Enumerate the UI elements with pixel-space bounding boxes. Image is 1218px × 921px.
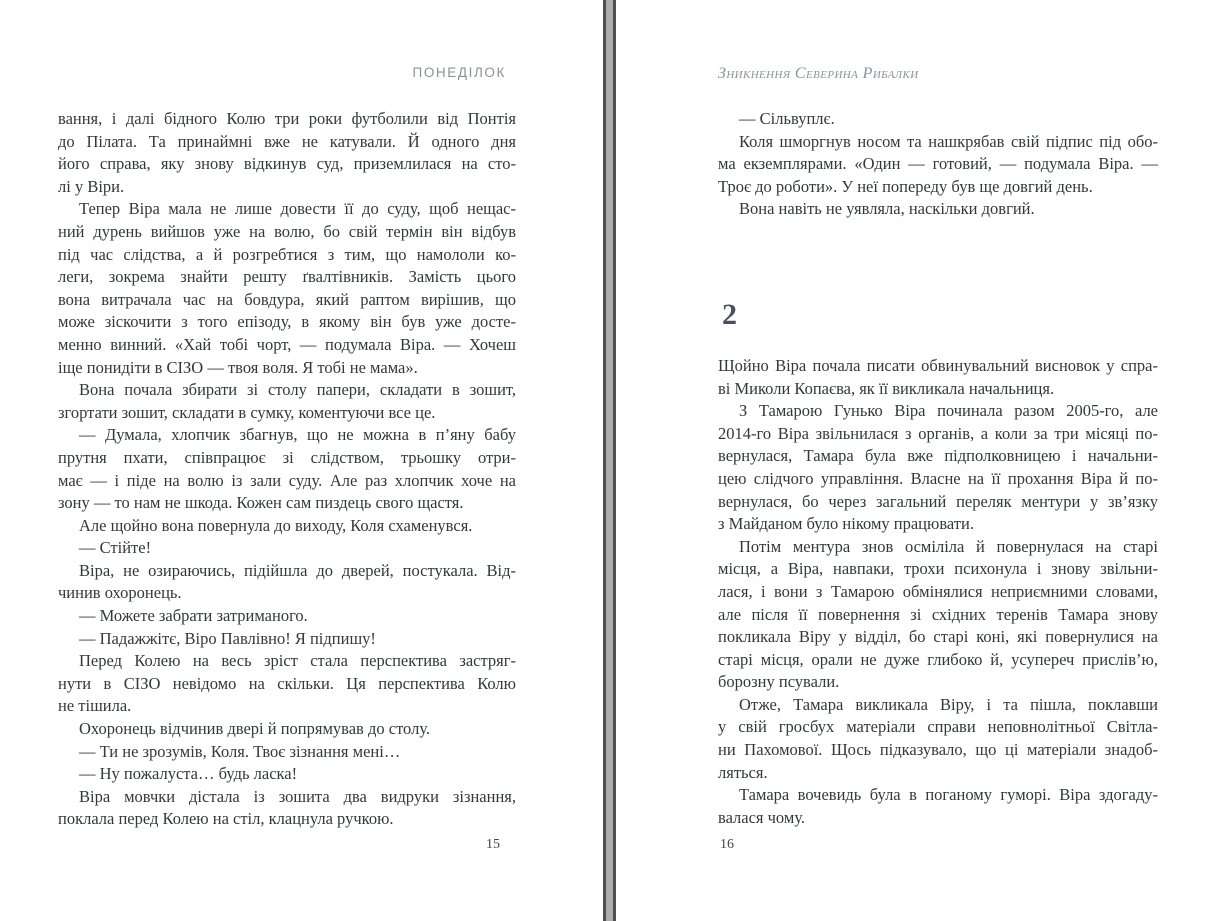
- pre-chapter-text: [718, 108, 1158, 221]
- paragraph: [718, 355, 1158, 400]
- left-page-number: 15: [486, 837, 500, 852]
- text-line: ний дурень вийшов уже на волю, бо свій термін він відбув: [58, 221, 516, 241]
- text-line: ма екземплярами. «Один — готовий, — подумала Віра. —: [718, 154, 1158, 174]
- text-line: З Тамарою Гунько Віра починала разом 2005-го, але: [739, 401, 1158, 421]
- text-line: з Майданом було нікому працювати.: [718, 514, 974, 534]
- left-running-head: ПОНЕДІЛОК: [412, 65, 506, 80]
- right-running-head: Зникнення Северина Рибалки: [718, 65, 919, 82]
- paragraph: [58, 650, 516, 718]
- text-line: ві Миколи Копаєва, як її викликала начальниця.: [718, 378, 1055, 398]
- paragraph: [58, 537, 516, 560]
- text-line: — Сільвуплє.: [739, 109, 835, 128]
- text-line: — Думала, хлопчик збагнув, що не можна в п’яну бабу: [79, 425, 516, 445]
- text-line: чинив охоронець.: [58, 583, 182, 603]
- text-line: Тамара вочевидь була в поганому гуморі. Віра здогаду-: [739, 785, 1158, 805]
- text-line: іще понидіти в СІЗО — твоя воля. Я тобі не мама».: [58, 357, 418, 377]
- paragraph: [718, 400, 1158, 536]
- left-page-body: [58, 108, 516, 831]
- text-line: Щойно Віра почала писати обвинувальний висновок у спра-: [718, 355, 1158, 375]
- text-line: — Падажжітє, Віро Павлівно! Я підпишу!: [79, 628, 376, 648]
- text-line: Але щойно вона повернула до виходу, Коля схаменувся.: [79, 515, 473, 535]
- text-line: нути в СІЗО невідомо на скільки. Ця перспектива Колю: [58, 673, 516, 693]
- paragraph: [58, 560, 516, 605]
- text-line: поклала перед Колею на стіл, клацнула ручкою.: [58, 809, 394, 829]
- text-line: менно винний. «Хай тобі чорт, — подумала Віра. — Хочеш: [58, 334, 516, 354]
- text-line: Віра, не озираючись, підійшла до дверей, постукала. Від-: [79, 560, 516, 580]
- right-page-number: 16: [720, 837, 734, 852]
- paragraph: [58, 763, 516, 786]
- text-line: лася, і вони з Тамарою обмінялися неприємними словами,: [718, 581, 1158, 601]
- chapter-number: 2: [722, 297, 737, 331]
- text-line: вернулася, Тамара була вже підполковницею і начальни-: [718, 446, 1158, 466]
- text-line: Вона навіть не уявляла, наскільки довгий.: [739, 199, 1035, 219]
- right-page-body: [718, 108, 1158, 829]
- text-line: цею слідчого управління. Власне на її прохання Віра й по-: [718, 468, 1158, 488]
- text-line: Отже, Тамара викликала Віру, і та пішла, поклавши: [739, 694, 1158, 714]
- left-page: [58, 0, 516, 921]
- paragraph: [58, 605, 516, 628]
- paragraph: [58, 379, 516, 424]
- text-line: лі у Віри.: [58, 176, 125, 196]
- text-line: прутня пхати, співпрацює зі слідством, трьошку отри-: [58, 447, 516, 467]
- paragraph: [718, 536, 1158, 694]
- paragraph: [58, 628, 516, 651]
- text-line: місця, а Віра, навпаки, трохи психонула і знову звільни-: [718, 559, 1158, 579]
- text-line: Охоронець відчинив двері й попрямував до столу.: [79, 719, 431, 739]
- text-line: зону — то нам не шкода. Кожен сам пиздець свого щастя.: [58, 493, 464, 513]
- text-line: валася чому.: [718, 807, 806, 827]
- text-line: не тішила.: [58, 696, 132, 716]
- text-line: має — і піде на волю із зали суду. Але раз хлопчик хоче на: [58, 470, 516, 490]
- text-line: — Можете забрати затриманого.: [79, 606, 308, 626]
- paragraph: [718, 108, 1158, 131]
- text-line: може зіскочити з того епізоду, в якому він був уже досте-: [58, 312, 516, 332]
- page-gutter-divider: [603, 0, 616, 921]
- text-line: ляться.: [718, 762, 768, 782]
- text-line: покликала Віру у відділ, бо старі коні, які повернулися на: [718, 627, 1158, 647]
- text-line: згортати зошит, складати в сумку, коментуючи все це.: [58, 402, 436, 422]
- paragraph: [58, 424, 516, 514]
- paragraph: [58, 515, 516, 538]
- right-page: [718, 0, 1158, 921]
- paragraph: [58, 108, 516, 198]
- paragraph: [718, 694, 1158, 784]
- text-line: під час слідства, а й розгребтися з тим, що намололи ко-: [58, 244, 516, 264]
- paragraph: [718, 198, 1158, 221]
- text-line: борозну псували.: [718, 672, 840, 692]
- text-line: до Пілата. Та принаймні вже не катували. Й одного дня: [58, 131, 516, 151]
- text-line: вернулася, бо через загальний переляк ментури у зв’язку: [718, 491, 1158, 511]
- text-line: — Ти не зрозумів, Коля. Твоє зізнання мені…: [79, 741, 401, 761]
- text-line: але після її повернення зі східних теренів Тамара знову: [718, 604, 1158, 624]
- text-line: Перед Колею на весь зріст стала перспектива застряг-: [79, 651, 516, 671]
- text-line: — Ну пожалуста… будь ласка!: [79, 764, 298, 784]
- text-line: у свій гросбух матеріали справи неповнолітньої Світла-: [718, 717, 1158, 737]
- text-line: ни Пахомової. Щось підказувало, що ці матеріали знадоб-: [718, 740, 1158, 760]
- text-line: Тепер Віра мала не лише довести її до суду, щоб нещас-: [79, 199, 516, 219]
- text-line: Віра мовчки дістала із зошита два видруки зізнання,: [79, 786, 516, 806]
- paragraph: [58, 718, 516, 741]
- text-line: 2014-го Віра звільнилася з органів, а коли за три місяці по-: [718, 423, 1158, 443]
- text-line: Коля шморгнув носом та нашкрябав свій підпис під обо-: [739, 131, 1158, 151]
- text-line: Вона почала збирати зі столу папери, складати в зошит,: [79, 380, 516, 400]
- paragraph: [718, 131, 1158, 199]
- paragraph: [58, 741, 516, 764]
- paragraph: [718, 784, 1158, 829]
- text-line: леги, зокрема знайти решту ґвалтівників. Замість цього: [58, 267, 516, 287]
- text-line: його справа, яку знову відкинув суд, приземлилася на сто-: [58, 154, 516, 174]
- paragraph: [58, 786, 516, 831]
- paragraph: [58, 198, 516, 379]
- text-line: старі місця, орали не дуже глибоко й, усупереч прислів’ю,: [718, 649, 1158, 669]
- text-line: Троє до роботи». У неї попереду був ще довгий день.: [718, 176, 1093, 196]
- text-line: вона витрачала час на бовдура, який раптом вирішив, що: [58, 289, 516, 309]
- text-line: Потім ментура знов осміліла й повернулася на старі: [739, 536, 1158, 556]
- text-line: вання, і далі бідного Колю три роки футболили від Понтія: [58, 109, 516, 128]
- chapter-text: [718, 355, 1158, 829]
- text-line: — Стійте!: [79, 538, 152, 558]
